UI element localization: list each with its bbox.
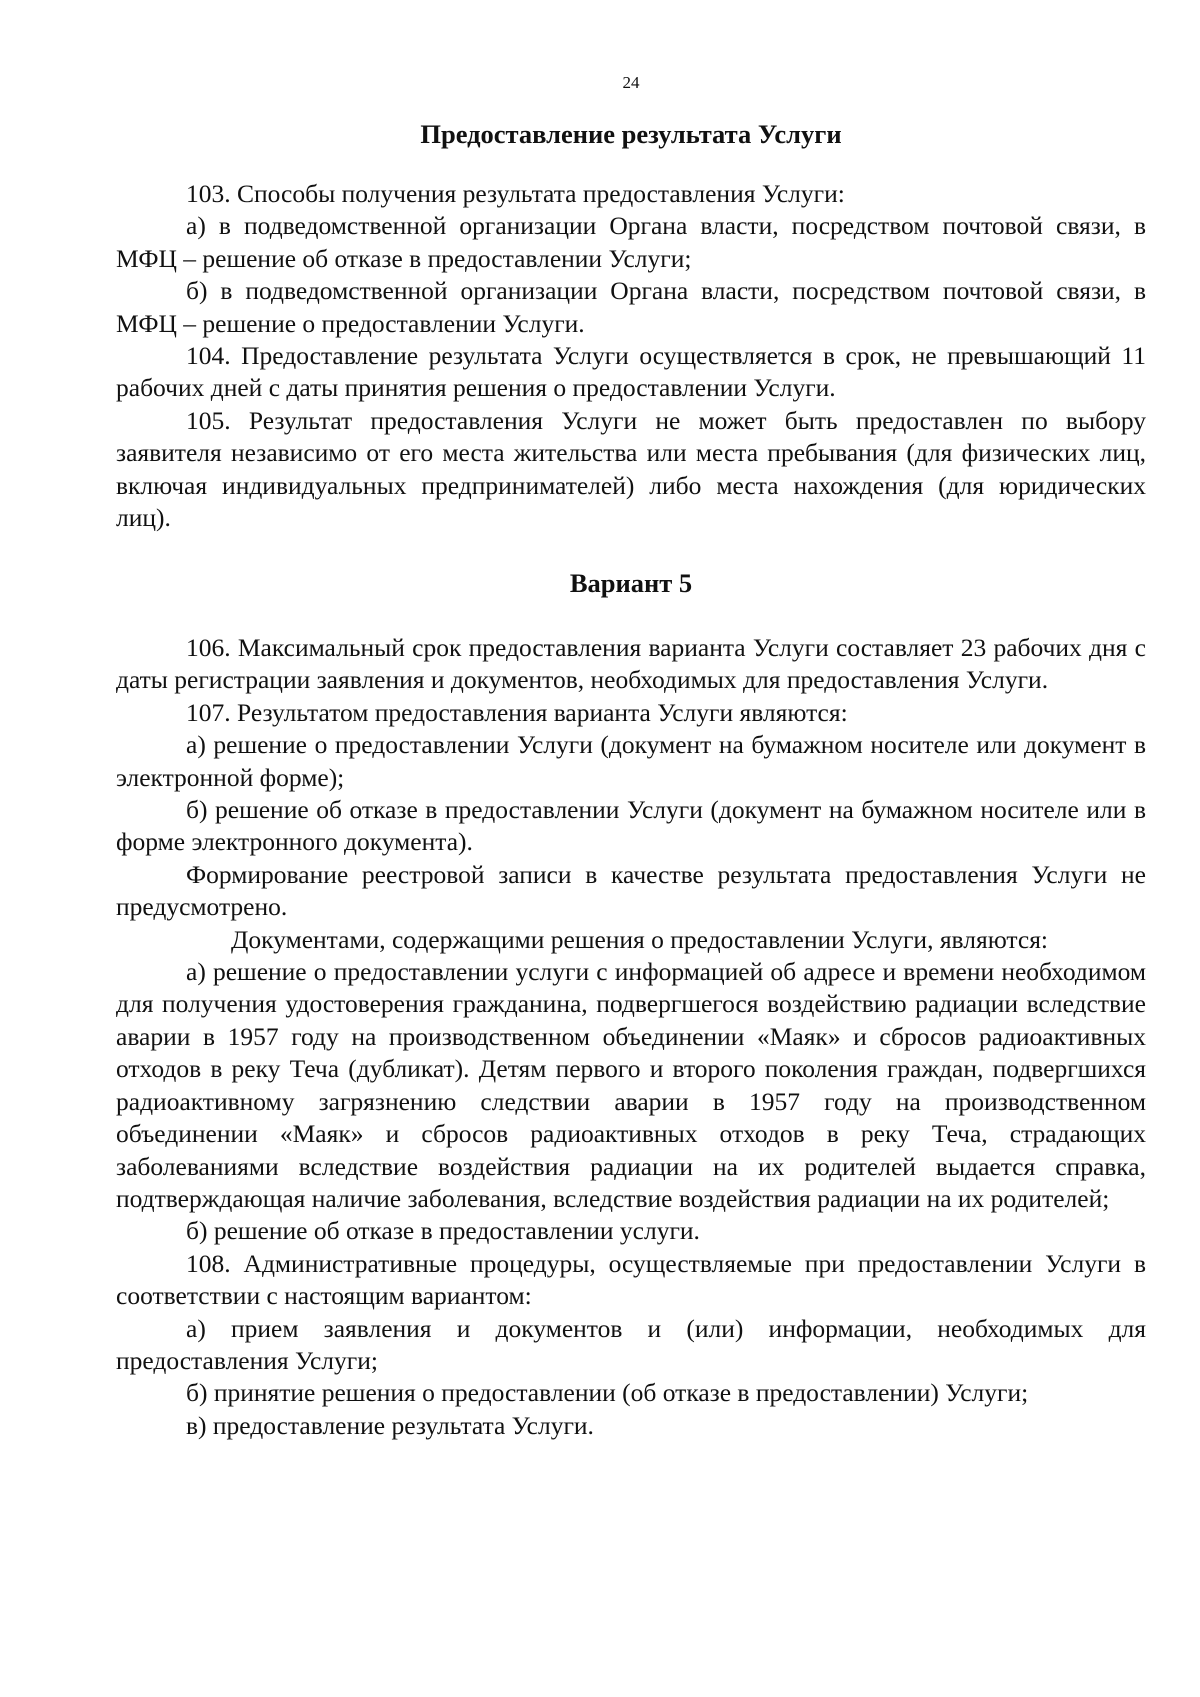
paragraph-103: 103. Способы получения результата предоставления Услуги: bbox=[186, 179, 845, 208]
paragraph-registry-note: Формирование реестровой записи в качестве результата предоставления Услуги не предусмотрено. bbox=[116, 859, 1146, 922]
paragraph-106: 106. Максимальный срок предоставления варианта Услуги составляет 23 рабочих дня с даты регистрации заявления и документов, необходимых для предоставления Услуги. bbox=[116, 633, 1146, 695]
paragraph-108-b: б) принятие решения о предоставлении (об отказе в предоставлении) Услуги; bbox=[186, 1378, 1029, 1408]
section-body-result bbox=[116, 178, 1146, 534]
section-heading-variant-5: Вариант 5 bbox=[569, 568, 693, 598]
paragraph-108-c: в) предоставление результата Услуги. bbox=[186, 1410, 594, 1440]
paragraph-documents-intro: Документами, содержащими решения о предоставлении Услуги, являются: bbox=[231, 924, 1049, 954]
section-heading-result: Предоставление результата Услуги bbox=[420, 119, 842, 149]
paragraph-107: 107. Результатом предоставления варианта Услуги являются: bbox=[186, 697, 848, 727]
section-body-variant-5 bbox=[116, 632, 1146, 1442]
paragraph-103-b: б) в подведомственной организации Органа власти, посредством почтовой связи, в МФЦ – решение о предоставлении Услуги. bbox=[116, 276, 1146, 338]
paragraph-104: 104. Предоставление результата Услуги осуществляется в срок, не превышающий 11 рабочих дней с даты принятия решения о предоставлении Услуги. bbox=[116, 341, 1146, 403]
paragraph-documents-b: б) решение об отказе в предоставлении услуги. bbox=[186, 1216, 700, 1246]
paragraph-103-a: а) в подведомственной организации Органа власти, посредством почтовой связи, в МФЦ – решение об отказе в предоставлении Услуги; bbox=[116, 211, 1146, 273]
paragraph-105: 105. Результат предоставления Услуги не может быть предоставлен по выбору заявителя независимо от его места жительства или места пребывания (для физических лиц, включая индивидуальных предпринимателей) либо места нахождения (для юридических лиц). bbox=[116, 405, 1146, 533]
paragraph-107-b: б) решение об отказе в предоставлении Услуги (документ на бумажном носителе или в форме электронного документа). bbox=[116, 795, 1146, 857]
paragraph-107-a: а) решение о предоставлении Услуги (документ на бумажном носителе или документ в электронной форме); bbox=[116, 730, 1146, 792]
paragraph-108-a: а) прием заявления и документов и (или) информации, необходимых для предоставления Услуги; bbox=[116, 1313, 1146, 1375]
paragraph-108: 108. Административные процедуры, осуществляемые при предоставлении Услуги в соответствии с настоящим вариантом: bbox=[116, 1248, 1146, 1311]
paragraph-documents-a: а) решение о предоставлении услуги с информацией об адресе и времени необходимом для получения удостоверения гражданина, подвергшегося воздействию радиации вследствие аварии в 1957 году на производственном объединении «Маяк» и сбросов радиоактивных отходов в реку Теча (дубликат). Детям первого и второго поколения граждан, подвергшихся радиоактивному загрязнению следствии аварии в 1957 году на производственном объединении «Маяк» и сбросов радиоактивных отходов в реку Теча, страдающих заболеваниями вследствие воздействия радиации на их родителей выдается справка, подтверждающая наличие заболевания, вследствие воздействия радиации на их родителей; bbox=[116, 957, 1146, 1213]
page-number: 24 bbox=[622, 73, 640, 92]
